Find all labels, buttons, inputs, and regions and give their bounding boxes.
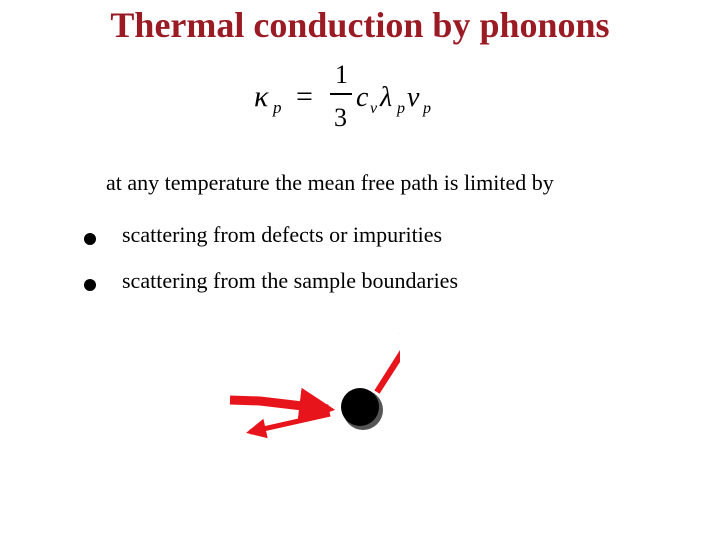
formula-c-subscript: v xyxy=(370,100,378,117)
formula-numerator: 1 xyxy=(335,60,348,89)
formula-denominator: 3 xyxy=(334,103,347,132)
formula-v: v xyxy=(407,82,420,113)
mean-free-path-intro: at any temperature the mean free path is limited by xyxy=(106,170,554,195)
formula-c: c xyxy=(356,82,369,113)
scattered-phonon-arrow-icon xyxy=(377,324,400,392)
thermal-conductivity-formula xyxy=(248,58,448,134)
formula-v-subscript: p xyxy=(423,100,431,117)
scattering-diagram xyxy=(220,310,400,450)
bullet-icon xyxy=(84,233,96,245)
formula-kappa-subscript: p xyxy=(273,98,282,117)
bullet-text: scattering from defects or impurities xyxy=(122,222,443,247)
formula-equals: = xyxy=(296,80,313,113)
formula-lambda-subscript: p xyxy=(397,100,405,117)
scattering-particle-icon xyxy=(341,388,379,426)
formula-kappa: κ xyxy=(254,80,269,113)
slide-title: Thermal conduction by phonons xyxy=(110,5,610,45)
incoming-phonon-arrow-icon xyxy=(230,400,328,409)
formula-lambda: λ xyxy=(380,82,393,113)
reflected-phonon-arrow-icon xyxy=(250,414,330,432)
bullet-icon xyxy=(84,279,96,291)
bullet-text: scattering from the sample boundaries xyxy=(122,268,459,293)
